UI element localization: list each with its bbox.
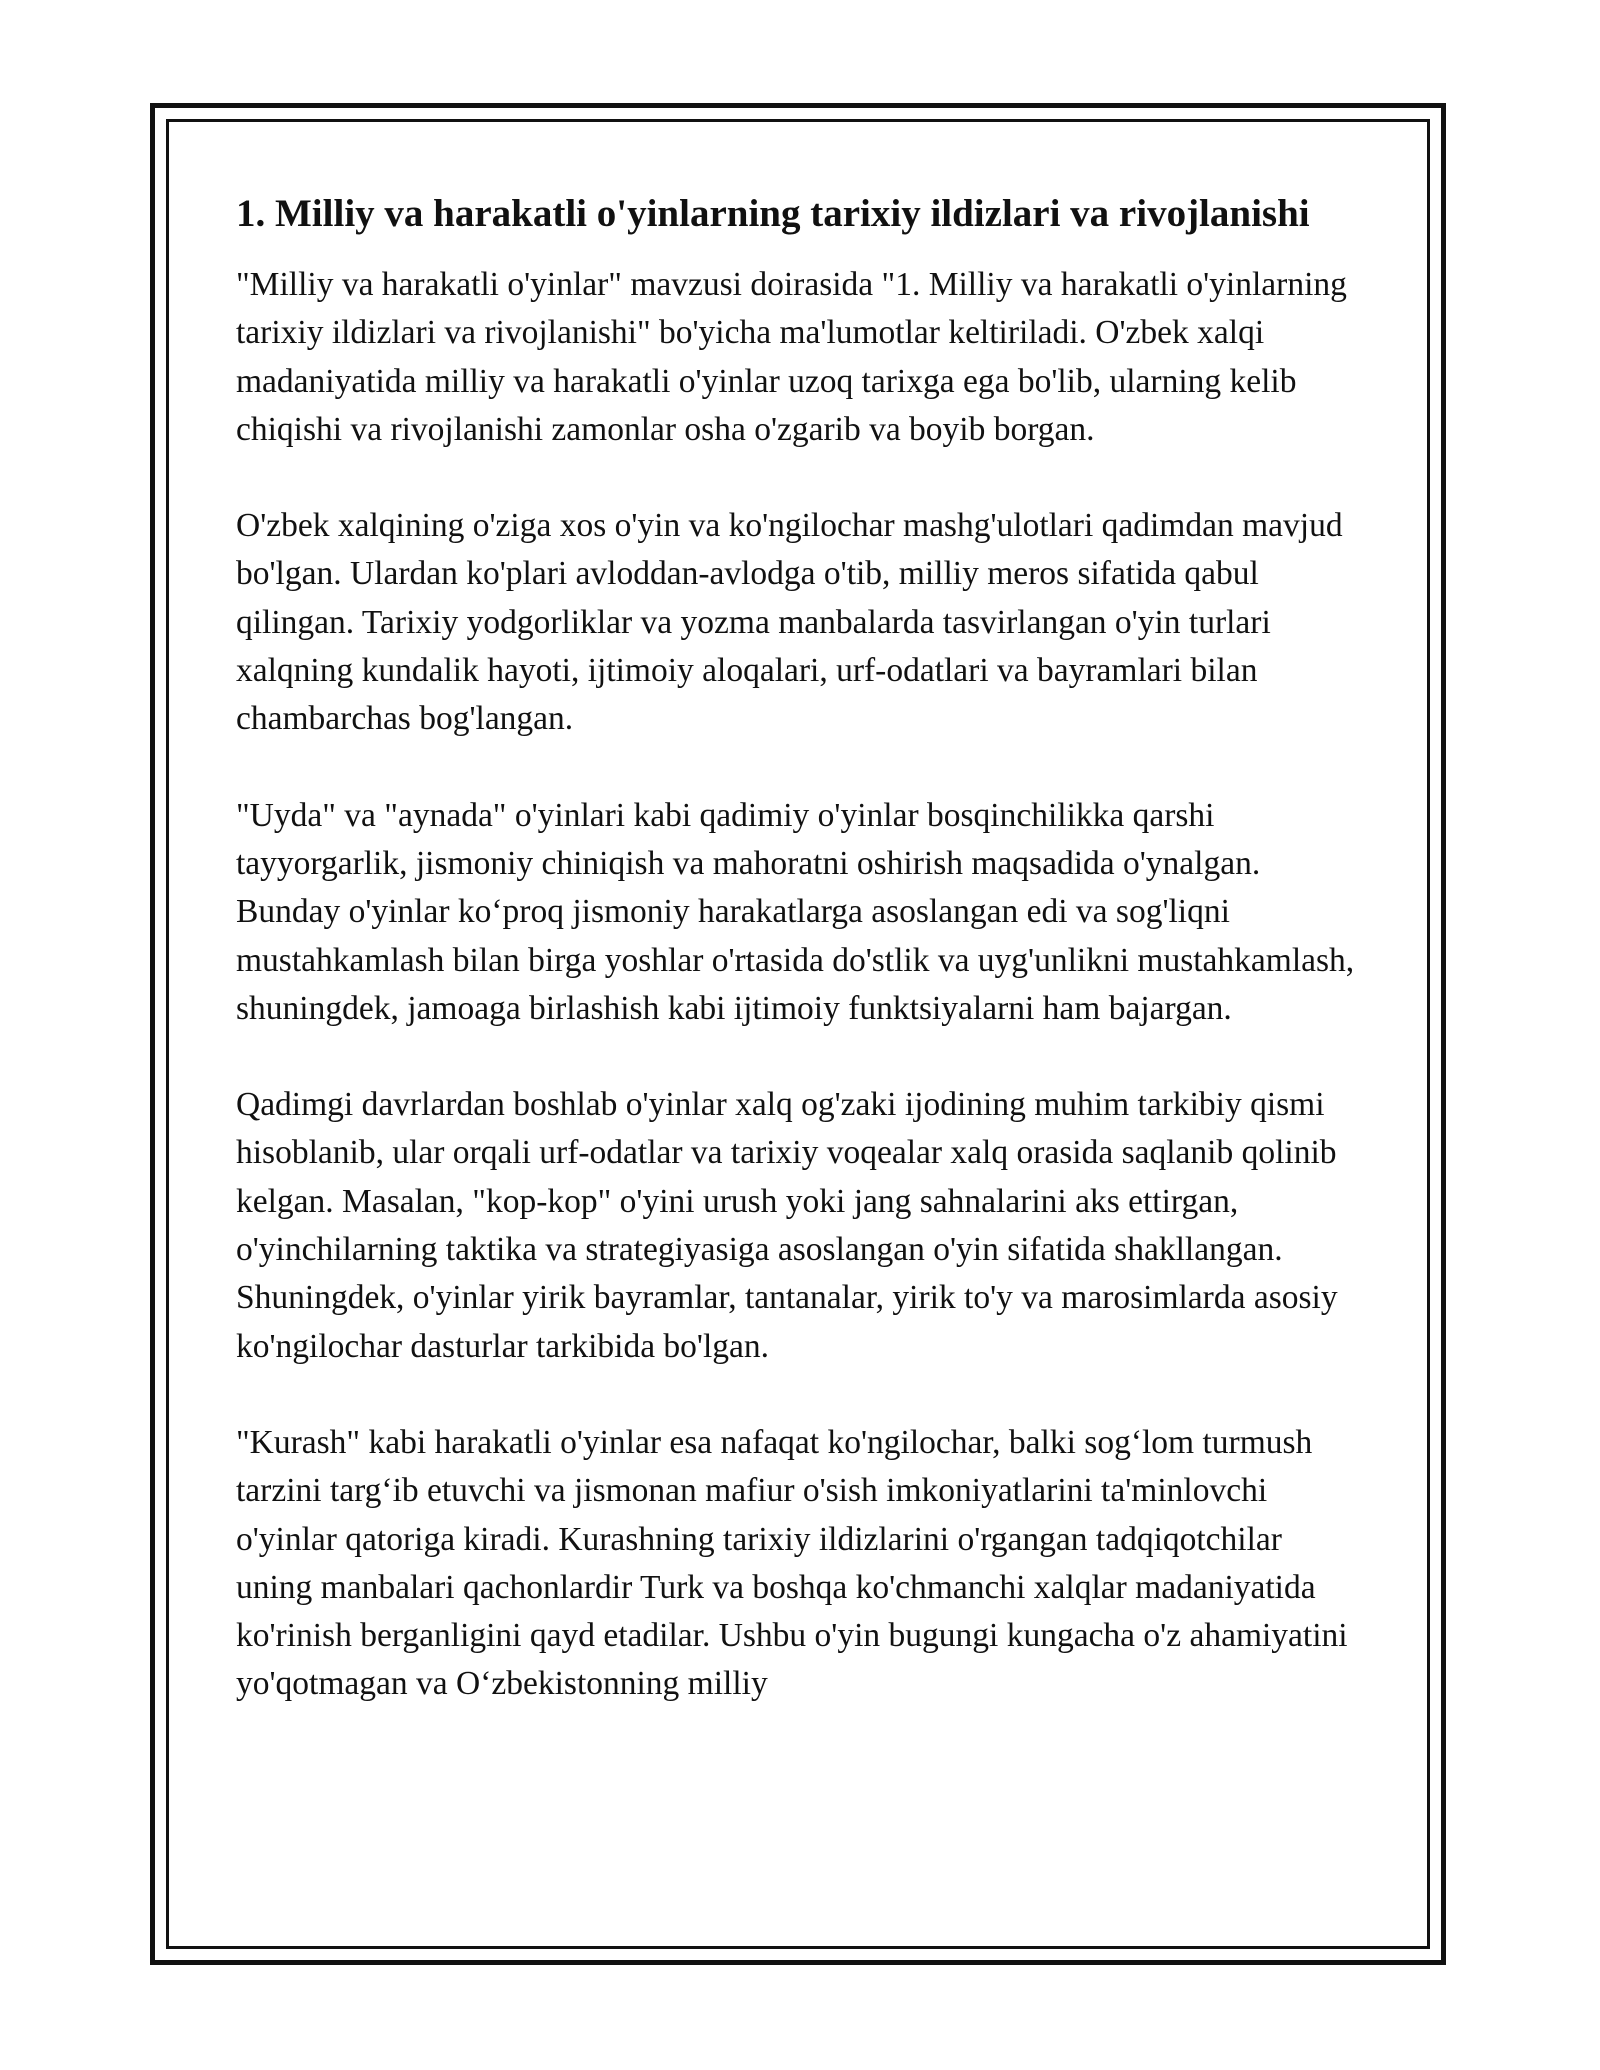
paragraph-5: "Kurash" kabi harakatli o'yinlar esa nafaqat ko'ngilochar, balki sog‘lom turmush tarzini targ‘ib etuvchi va jismonan mafiur o'sish imkoniyatlarini ta'minlovchi o'yinlar qatoriga kiradi. Kurashning tarixiy ildizlarini o'rgangan tadqiqotchilar uning manbalari qachonlardir Turk va boshqa ko'chmanchi xalqlar madaniyatida ko'rinish berganligini qayd etadilar. Ushbu o'yin bugungi kungacha o'z ahamiyatini yo'qotmagan va O‘zbekistonning milliy bbox=[236, 1423, 1348, 1703]
paragraph-4: Qadimgi davrlardan boshlab o'yinlar xalq og'zaki ijodining muhim tarkibiy qismi hisoblanib, ular orqali urf-odatlar va tarixiy voqealar xalq orasida saqlanib qolinib kelgan. Masalan, "kop-kop" o'yini urush yoki jang sahnalarini aks ettirgan, o'yinchilarning taktika va strategiyasiga asoslangan o'yin sifatida shakllangan. Shuningdek, o'yinlar yirik bayramlar, tantanalar, yirik to'y va marosimlarda asosiy ko'ngilochar dasturlar tarkibida bo'lgan. bbox=[236, 1086, 1338, 1365]
section-heading: 1. Milliy va harakatli o'yinlarning tarixiy ildizlari va rivojlanishi bbox=[236, 192, 1310, 235]
paragraph-1: "Milliy va harakatli o'yinlar" mavzusi doirasida "1. Milliy va harakatli o'yinlarning tarixiy ildizlari va rivojlanishi" bo'yicha ma'lumotlar keltiriladi. O'zbek xalqi madaniyatida milliy va harakatli o'yinlar uzoq tarixga ega bo'lib, ularning kelib chiqishi va rivojlanishi zamonlar osha o'zgarib va boyib borgan. bbox=[236, 266, 1347, 448]
paragraph-2: O'zbek xalqining o'ziga xos o'yin va ko'ngilochar mashg'ulotlari qadimdan mavjud bo'lgan. Ulardan ko'plari avloddan-avlodga o'tib, milliy meros sifatida qabul qilingan. Tarixiy yodgorliklar va yozma manbalarda tasvirlangan o'yin turlari xalqning kundalik hayoti, ijtimoiy aloqalari, urf-odatlari va bayramlari bilan chambarchas bog'langan. bbox=[236, 507, 1343, 738]
paragraph-3: "Uyda" va "aynada" o'yinlari kabi qadimiy o'yinlar bosqinchilikka qarshi tayyorgarlik, jismoniy chiniqish va mahoratni oshirish maqsadida o'ynalgan. Bunday o'yinlar ko‘proq jismoniy harakatlarga asoslangan edi va sog'liqni mustahkamlash bilan birga yoshlar o'rtasida do'stlik va uyg'unlikni mustahkamlash, shuningdek, jamoaga birlashish kabi ijtimoiy funktsiyalarni ham bajargan. bbox=[236, 796, 1355, 1027]
document-body bbox=[236, 186, 1366, 1757]
